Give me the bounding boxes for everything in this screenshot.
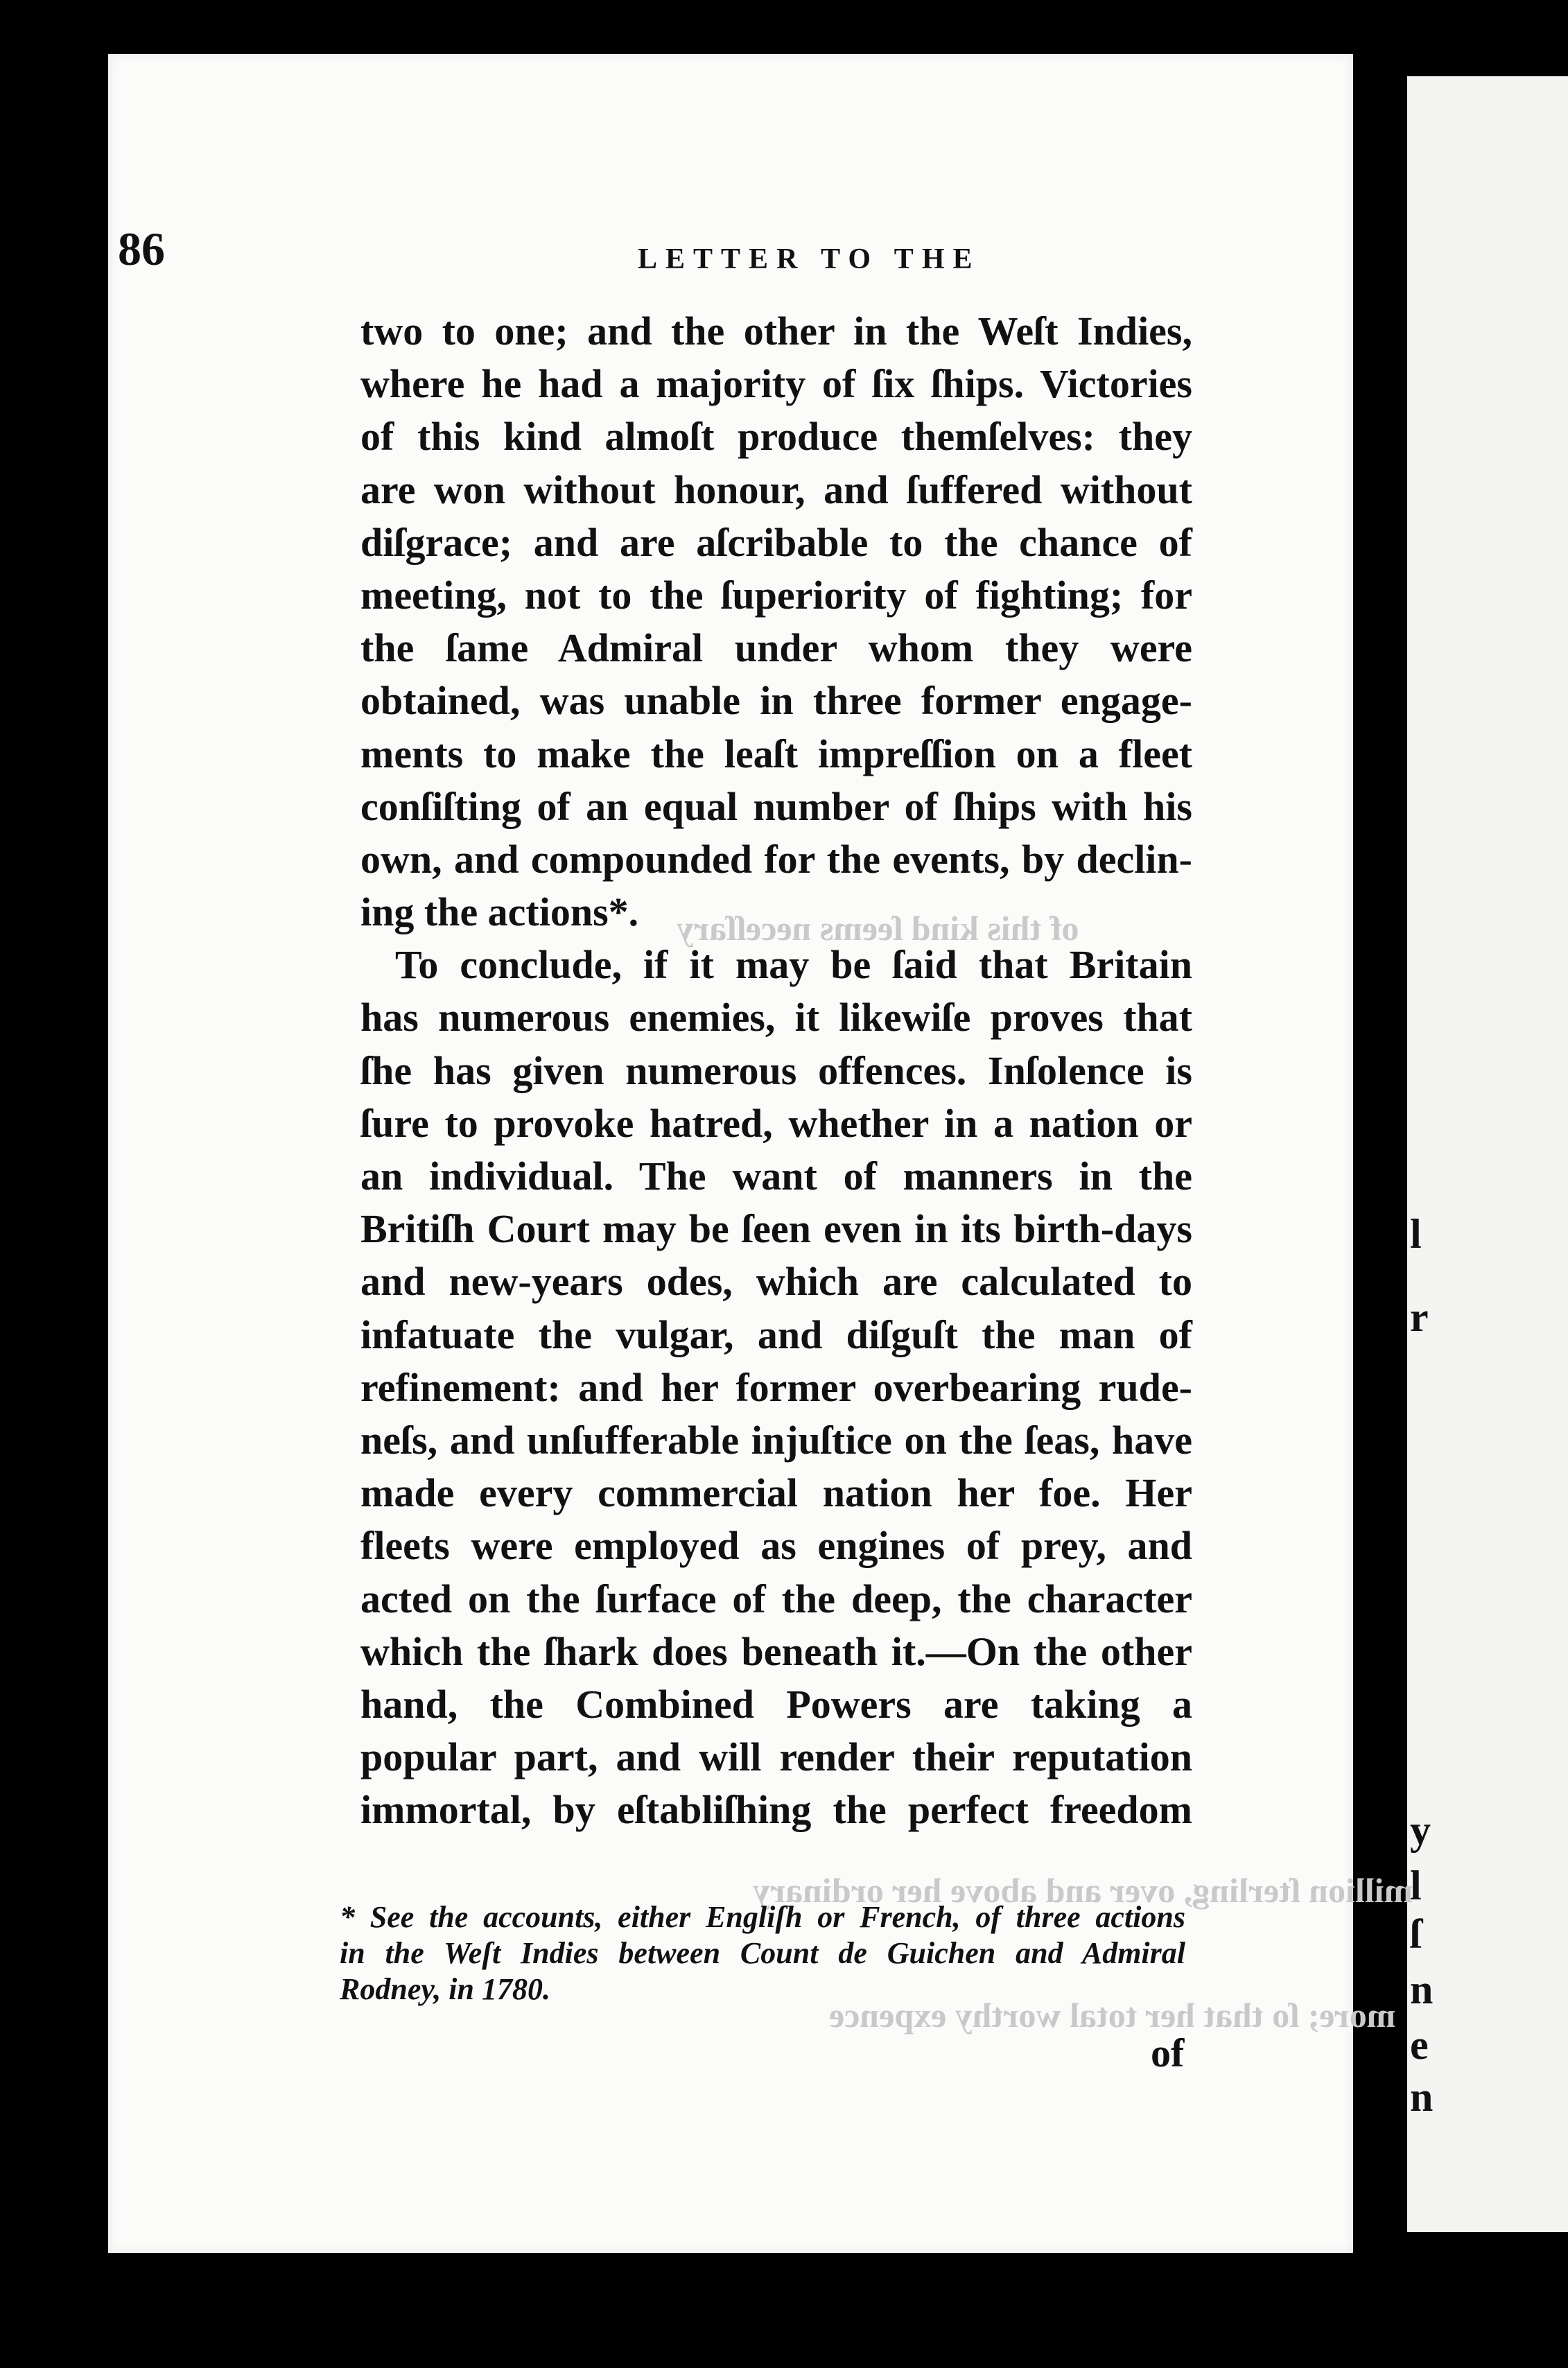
footnote-line: in the Weſt Indies between Count de Guichen and Admiral bbox=[340, 1936, 1185, 1970]
text-line: fleets were employed as engines of prey, and bbox=[360, 1523, 1192, 1569]
facing-page-fragment: l bbox=[1410, 1863, 1422, 1908]
footnote bbox=[340, 1899, 1185, 2008]
text-line: To conclude, if it may be ſaid that Britain bbox=[395, 942, 1192, 988]
text-line: diſgrace; and are aſcribable to the chance of bbox=[360, 519, 1192, 565]
text-line: two to one; and the other in the Weſt Indies, bbox=[360, 308, 1192, 354]
text-line: ſhe has given numerous offences. Inſolence is bbox=[360, 1047, 1192, 1093]
text-line: refinement: and her former overbearing rude- bbox=[360, 1364, 1192, 1410]
facing-page-fragment: ſ bbox=[1410, 1911, 1422, 1957]
text-line: immortal, by eſtabliſhing the perfect freedom bbox=[360, 1787, 1192, 1833]
text-line: and new-years odes, which are calculated to bbox=[360, 1259, 1192, 1305]
facing-page-fragment: n bbox=[1410, 2074, 1434, 2120]
show-through-text: more; ſo that her total worthy expence bbox=[829, 1996, 1396, 2035]
text-line: acted on the ſurface of the deep, the character bbox=[360, 1576, 1192, 1621]
footnote-line: * See the accounts, either Engliſh or French, of three actions bbox=[340, 1900, 1185, 1934]
text-line: are won without honour, and ſuffered without bbox=[360, 467, 1192, 512]
facing-page-edge bbox=[1407, 76, 1568, 2232]
text-line: own, and compounded for the events, by declin- bbox=[360, 836, 1192, 882]
body-text bbox=[360, 305, 1192, 1836]
text-line: made every commercial nation her foe. Her bbox=[360, 1470, 1192, 1516]
text-line: hand, the Combined Powers are taking a bbox=[360, 1681, 1192, 1727]
text-line: ments to make the leaſt impreſſion on a fleet bbox=[360, 731, 1192, 776]
text-line: has numerous enemies, it likewiſe proves that bbox=[360, 995, 1192, 1041]
text-line: ſure to provoke hatred, whether in a nation or bbox=[360, 1100, 1192, 1146]
text-line: popular part, and will render their reputation bbox=[360, 1734, 1192, 1780]
facing-page-fragment: y bbox=[1410, 1807, 1431, 1853]
page-number: 86 bbox=[118, 223, 165, 275]
text-line: an individual. The want of manners in the bbox=[360, 1153, 1192, 1199]
text-line: infatuate the vulgar, and diſguſt the man of bbox=[360, 1312, 1192, 1357]
text-line: where he had a majority of ſix ſhips. Victories bbox=[360, 361, 1192, 407]
facing-page-fragment: n bbox=[1410, 1967, 1434, 2012]
text-line: Britiſh Court may be ſeen even in its birth-days bbox=[360, 1206, 1192, 1252]
show-through-text: of this kind ſeems neceſſary bbox=[677, 909, 1079, 948]
footnote-line: Rodney, in 1780. bbox=[340, 1972, 550, 2006]
text-line: meeting, not to the ſuperiority of fighting; for bbox=[360, 572, 1192, 618]
show-through-text: million ſterling, over and above her ordinary bbox=[753, 1871, 1413, 1910]
text-line: conſiſting of an equal number of ſhips with his bbox=[360, 783, 1192, 829]
text-line: which the ſhark does beneath it.—On the other bbox=[360, 1628, 1192, 1674]
facing-page-fragment: r bbox=[1410, 1294, 1429, 1340]
facing-page-fragment: e bbox=[1410, 2022, 1429, 2068]
text-line: of this kind almoſt produce themſelves: they bbox=[360, 414, 1192, 460]
catchword: of bbox=[1151, 2030, 1185, 2075]
text-line: neſs, and unſufferable injuſtice on the ſeas, have bbox=[360, 1417, 1192, 1463]
text-line: obtained, was unable in three former engage- bbox=[360, 678, 1192, 724]
running-head: LETTER TO THE bbox=[638, 243, 981, 275]
text-line: ing the actions*. bbox=[360, 889, 639, 935]
facing-page-fragment: l bbox=[1410, 1211, 1422, 1257]
text-line: the ſame Admiral under whom they were bbox=[360, 625, 1192, 671]
